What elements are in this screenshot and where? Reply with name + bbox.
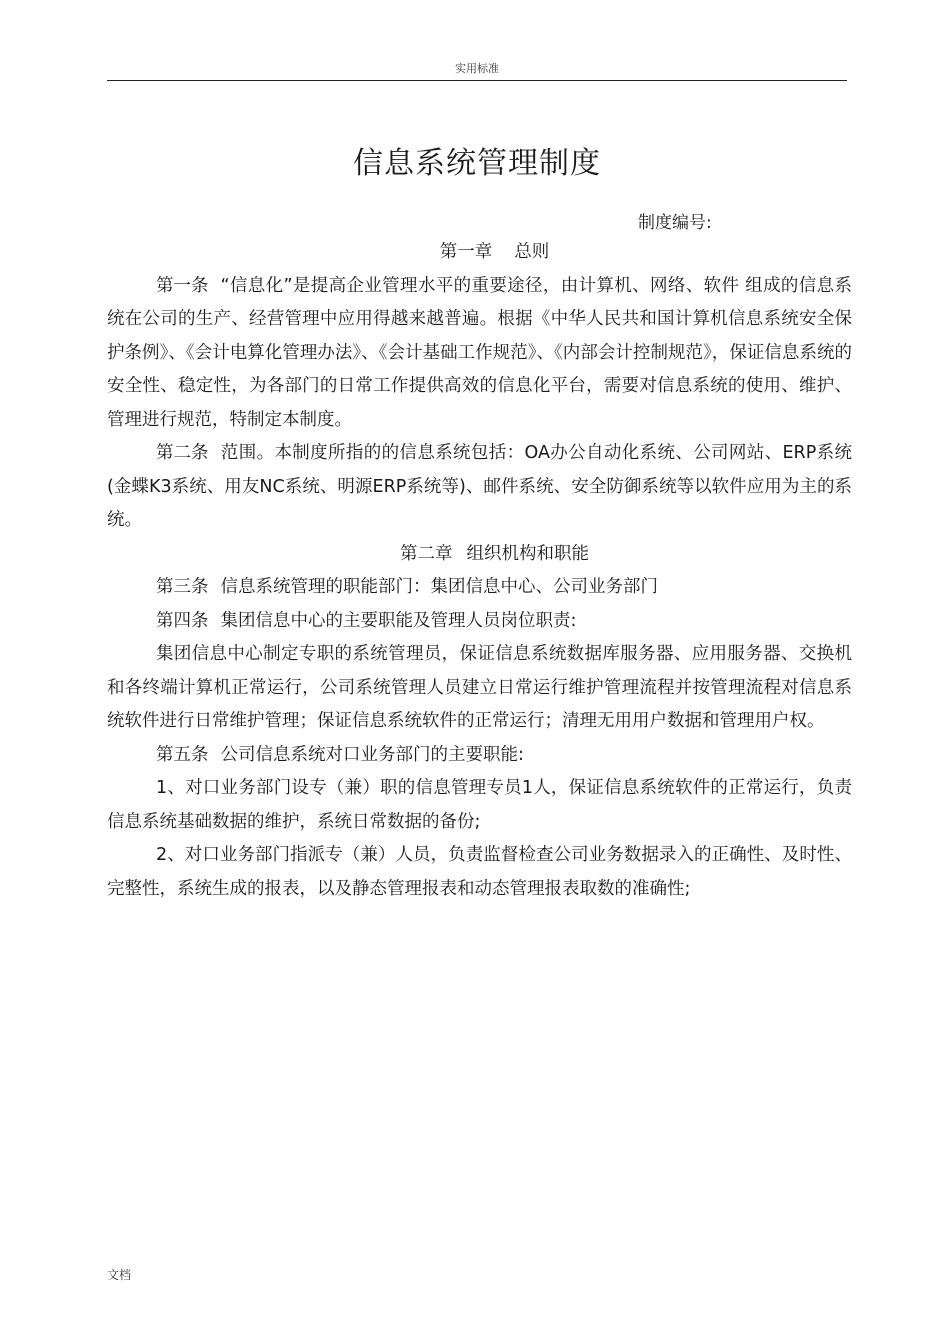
document-title: 信息系统管理制度 (353, 146, 601, 181)
article-text: 集团信息中心的主要职能及管理人员岗位职责: (220, 610, 577, 631)
article-text: 范围。本制度所指的的信息系统包括：OA办公自动化系统、公司网站、ERP系统(金蝶K3系统、用友NC系统、明源ERP系统等)、邮件系统、安全防御系统等以软件应用为主的系统。 (107, 443, 852, 530)
article-paragraph (107, 437, 852, 538)
article-paragraph (107, 270, 852, 438)
chapter-number: 第一章 (439, 242, 493, 262)
article-label: 第四条 (156, 610, 209, 631)
list-item: 2、对口业务部门指派专（兼）人员，负责监督检查公司业务数据录入的正确性、及时性、完整性，系统生成的报表，以及静态管理报表和动态管理报表取数的准确性; (107, 845, 852, 899)
header-divider (107, 80, 847, 81)
chapter-number: 第二章 (400, 543, 453, 564)
document-number-label: 制度编号: (638, 213, 712, 233)
article-label: 第五条 (156, 744, 209, 765)
article-text: 公司信息系统对口业务部门的主要职能: (220, 744, 524, 765)
page-footer: 文档 (107, 1268, 132, 1282)
document-body (107, 236, 852, 906)
article-paragraph (107, 571, 852, 605)
article-label: 第三条 (156, 577, 209, 597)
body-paragraph: 集团信息中心制定专职的系统管理员，保证信息系统数据库服务器、应用服务器、交换机和各终端计算机正常运行，公司系统管理人员建立日常运行维护管理流程并按管理流程对信息系统软件进行日常维护管理；保证信息系统软件的正常运行；清理无用用户数据和管理用户权。 (107, 644, 852, 731)
chapter-name: 组织机构和职能 (466, 543, 589, 564)
list-item: 1、对口业务部门设专（兼）职的信息管理专员1人，保证信息系统软件的正常运行，负责信息系统基础数据的维护，系统日常数据的备份; (107, 778, 852, 832)
chapter-name: 总则 (514, 242, 550, 262)
article-paragraph (107, 739, 852, 773)
article-paragraph (107, 605, 852, 639)
chapter-heading (107, 538, 852, 572)
page-header: 实用标准 (455, 62, 499, 75)
article-text: “信息化”是提高企业管理水平的重要途径，由计算机、网络、软件 组成的信息系统在公司的生产、经营管理中应用得越来越普遍。根据《中华人民共和国计算机信息系统安全保护条例》、《会计电算化管理办法》、《会计基础工作规范》、《内部会计控制规范》，保证信息系统的安全性、稳定性，为各部门的日常工作提供高效的信息化平台，需要对信息系统的使用、维护、管理进行规范，特制定本制度。 (107, 275, 852, 430)
article-label: 第二条 (156, 443, 209, 463)
article-text: 信息系统管理的职能部门：集团信息中心、公司业务部门 (220, 577, 658, 597)
chapter-heading (107, 236, 852, 270)
article-label: 第一条 (156, 275, 209, 296)
